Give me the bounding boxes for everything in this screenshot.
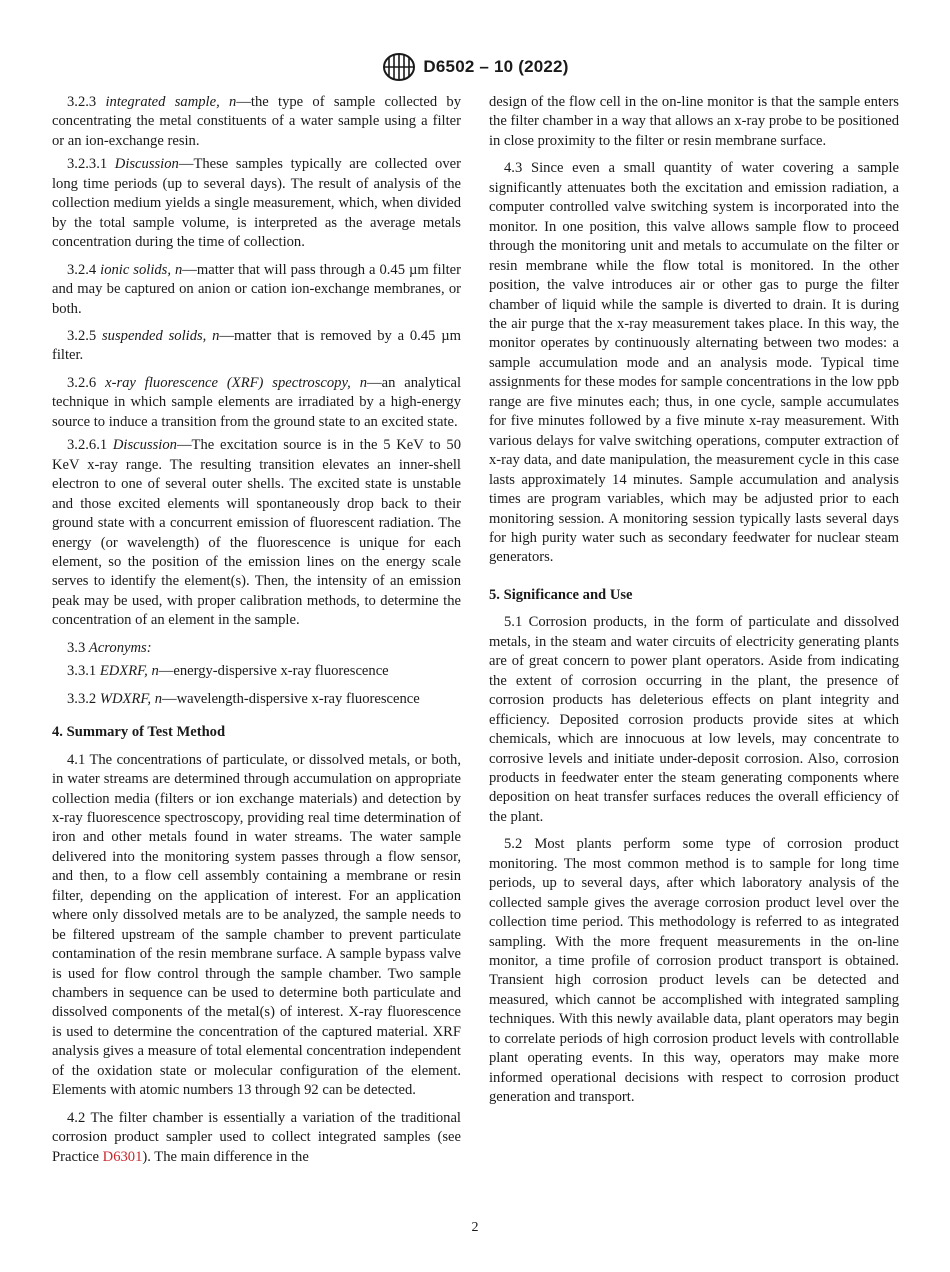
defined-term: EDXRF, n xyxy=(99,663,159,680)
paragraph-text: —an analytical technique in which sample elements are irradiated by a high-energy source to induce a transition from the ground state to an excited state. xyxy=(52,374,461,430)
defined-term: Discussion xyxy=(112,437,177,454)
paragraph-text: Since even a small quantity of water covering a sample significantly attenuates both the excitation and emission radiation, a computer controlled valve switching system is incorporated into the monitor. In one position, this valve allows sample flow to proceed through the monitoring unit and metals to accumulate on the filter or resin membrane while the flow total is monitored. In the other position, the valve introduces air or other gas to purge the filter chamber of liquid while the sample is diverted to drain. It is during the air purge that the x-ray measurement takes place. In this way, the monitor operates by continuously alternating between two modes: a sample accumulation mode and an analysis mode. Typical time assignments for these modes for sample concentrations in the low ppb range are five minutes each; thus, in one cycle, sample accumulates for five minutes followed by a five minute x-ray measurement. With various delays for valve switching operations, computer extraction of x-ray data, and date manipulation, the measurement cycle in this case lasts approximately 14 minutes. Sample accumulation and analysis times are program variables, which may be adjusted prior to each monitoring session. A monitoring session typically lasts several days for high purity water such as secondary feedwater for nuclear steam generators. xyxy=(489,160,899,566)
paragraph-text: —The excitation source is in the 5 KeV to 50 KeV x-ray range. The resulting transition elevates an inner-shell electron to one of several outer shells. The excited state is unstable and those excited elements will spontaneously drop back to their ground state with a concurrent emission of fluorescent radiation. The energy (or wavelength) of the fluorescence is unique for each element, so the position of the emission lines on the energy scale serves to identify the element(s). Then, the intensity of an emission peak may be used, with proper calibration methods, to determine the concentration of an element in the sample. xyxy=(52,437,461,629)
left-column xyxy=(52,93,461,1171)
section-number: 5.2 xyxy=(504,836,523,853)
paragraph-text: —matter that will pass through a 0.45 µm filter and may be captured on anion or cation ion-exchange membranes, or both. xyxy=(52,261,462,317)
paragraph-text: Most plants perform some type of corrosion product monitoring. The most common method is to sample for long time periods, up to several days, after which laboratory analysis of the collected sample gives the average corrosion product level over the collection time period. This methodology is referred to as integrated sampling. With the more frequent measurements in the on-line monitor, a time profile of corrosion product transport is obtained. Transient high corrosion product levels can be detected and measured, which cannot be accomplished with integrated sampling techniques. With this newly available data, plant operators may begin to correlate periods of high corrosion product levels with controllable plant operating events. In this way, operators may make more informed operational decisions with respect to corrosion product generation and transport. xyxy=(489,836,899,1106)
paragraph-4-2 xyxy=(52,1109,461,1167)
section-number: 3.3.2 xyxy=(67,690,97,707)
section-number: 3.2.3 xyxy=(67,94,97,110)
section-heading-5: 5. Significance and Use xyxy=(489,586,633,603)
document-designation: D6502 – 10 (2022) xyxy=(423,57,569,76)
paragraph-3-2-4 xyxy=(52,261,461,319)
paragraph-3-2-3-1 xyxy=(52,155,461,252)
defined-term: WDXRF, n xyxy=(99,690,162,707)
page-header xyxy=(0,52,950,82)
paragraph-3-3 xyxy=(52,639,461,658)
paragraph-text: —energy-dispersive x-ray fluorescence xyxy=(158,663,389,680)
section-number: 3.2.6.1 xyxy=(67,437,108,454)
defined-term: suspended solids, n xyxy=(102,327,220,344)
section-number: 3.2.6 xyxy=(67,374,97,391)
defined-term: Discussion xyxy=(114,156,179,173)
section-number: 3.2.5 xyxy=(67,327,97,344)
paragraph-text: —matter that is removed by a 0.45 µm filter. xyxy=(52,327,461,364)
section-number: 3.3 xyxy=(67,639,86,656)
paragraph-text: The concentrations of particulate, or dissolved metals, or both, in water streams are determined through accumulation on appropriate collection media (filters or ion exchange materials) and detection by x-ray fluorescence spectroscopy, providing real time determination of iron and other metals found in water streams. The water sample delivered into the monitoring system passes through a flow sensor, and then, to a flow cell assembly containing a membrane or resin filter, depending on the application of interest. For an application where only dissolved metals are to be analyzed, the sample needs to be filtered upstream of the sample chamber to prevent particulate contamination of the resin membrane surface. A sample bypass valve is used for flow control through the sample chamber. Two sample chambers in sequence can be used to determine both particulate and dissolved components of the metal(s) of interest. X-ray fluorescence is used to determine the concentration of the captured material. XRF analysis gives a measure of total elemental concentration independent of the oxidation state or molecular configuration of the element. Elements with atomic numbers 13 through 92 can be detected. xyxy=(52,751,461,1099)
page-number: 2 xyxy=(471,1220,479,1235)
section-number: 3.2.3.1 xyxy=(67,156,108,173)
paragraph-text: ). The main difference in the xyxy=(142,1148,309,1165)
section-heading-4: 4. Summary of Test Method xyxy=(52,724,226,741)
defined-term: Acronyms: xyxy=(88,639,152,656)
paragraph-4-3 xyxy=(489,159,899,568)
paragraph-3-2-6 xyxy=(52,374,461,432)
paragraph-3-2-6-1 xyxy=(52,436,461,631)
section-number: 4.3 xyxy=(504,160,523,177)
paragraph-4-2-continued: design of the flow cell in the on-line monitor is that the sample enters the filter chamber in a way that allows an x-ray probe to be positioned in close proximity to the filter or resin membrane surface. xyxy=(489,94,899,149)
paragraph-text: —the type of sample collected by concentrating the metal constituents of a water sample using a filter or an ion-exchange resin. xyxy=(52,94,462,149)
section-number: 3.2.4 xyxy=(67,261,97,278)
right-column xyxy=(489,93,899,1112)
paragraph-text: The filter chamber is essentially a variation of the traditional corrosion product sampler used to collect integrated samples (see Practice xyxy=(52,1109,461,1165)
paragraph-4-1 xyxy=(52,751,461,1101)
paragraph-3-2-3 xyxy=(52,93,461,151)
paragraph-3-3-1 xyxy=(52,662,461,681)
paragraph-5-1 xyxy=(489,613,899,827)
paragraph-3-3-2 xyxy=(52,690,461,709)
section-number: 4.1 xyxy=(67,751,86,768)
paragraph-text: Corrosion products, in the form of particulate and dissolved metals, in the steam and water circuits of electricity generating plants are of great concern to power plant operators. Aside from indicating the extent of corrosion occurring in the plant, the presence of corrosion products has deleterious effects on plant integrity and efficiency. Deposited corrosion products provide sites at which chemicals, which are innocuous at low levels, may concentrate to corrosive levels and initiate under-deposit corrosion. Also, corrosion products in feedwater enter the steam generating components where deposition on heat transfer surfaces reduces the overall efficiency of the plant. xyxy=(489,614,899,825)
paragraph-5-2 xyxy=(489,835,899,1107)
defined-term: ionic solids, n xyxy=(100,261,183,278)
defined-term: integrated sample, n xyxy=(105,94,237,110)
paragraph-text: —These samples typically are collected over long time periods (up to several days). The result of analysis of the collection medium yields a single measurement, which, when divided by the total sample volume, is interpreted as the average metals concentration during the time of collection. xyxy=(52,156,461,251)
section-number: 5.1 xyxy=(504,614,523,631)
defined-term: x-ray fluorescence (XRF) spectroscopy, n xyxy=(105,374,367,391)
paragraph-3-2-5 xyxy=(52,327,461,366)
reference-link-d6301[interactable]: D6301 xyxy=(102,1148,143,1165)
section-number: 3.3.1 xyxy=(67,663,97,680)
section-number: 4.2 xyxy=(67,1109,86,1126)
astm-logo-icon xyxy=(381,52,417,82)
paragraph-text: —wavelength-dispersive x-ray fluorescence xyxy=(162,690,420,707)
